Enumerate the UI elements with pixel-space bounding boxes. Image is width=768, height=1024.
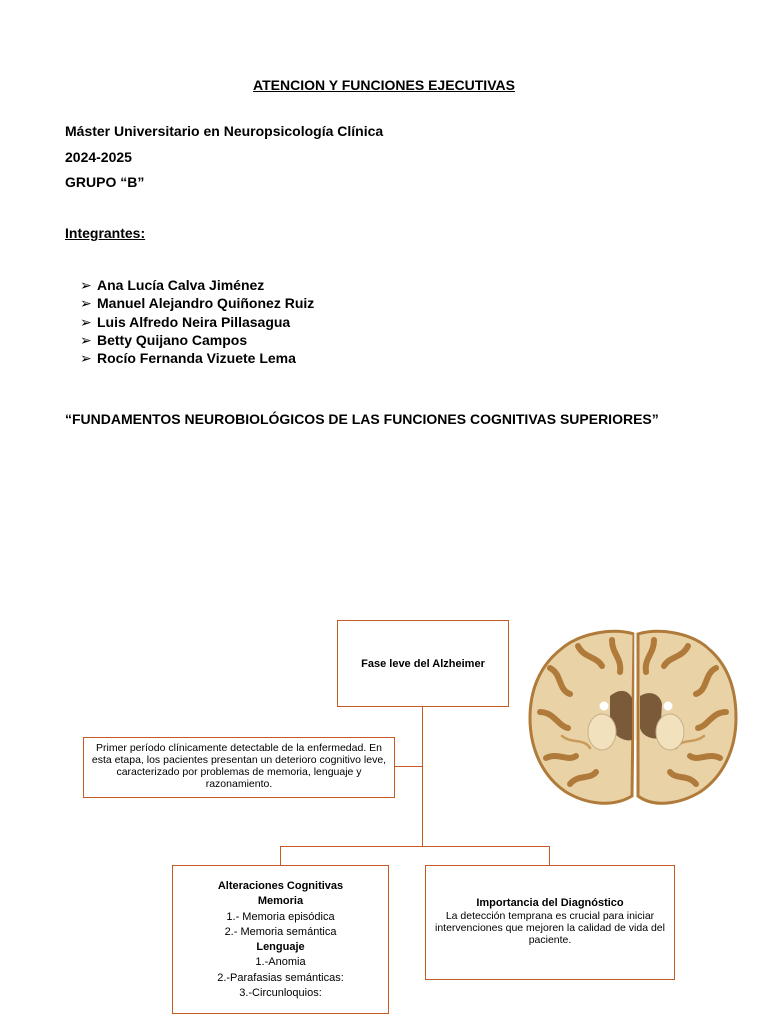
members-heading: Integrantes: bbox=[65, 225, 146, 241]
document-title: ATENCION Y FUNCIONES EJECUTIVAS bbox=[253, 77, 515, 93]
member-name: Rocío Fernanda Vizuete Lema bbox=[97, 350, 296, 367]
program-name: Máster Universitario en Neuropsicología Clínica bbox=[65, 123, 384, 139]
alterations-box bbox=[172, 865, 389, 1014]
list-item bbox=[80, 313, 314, 331]
list-item bbox=[80, 349, 314, 367]
description-text: Primer período clínicamente detectable de la enfermedad. En esta etapa, los pacientes presentan un deterioro cognitivo leve, caracterizado por problemas de memoria, lenguaje y razonamiento. bbox=[91, 742, 387, 790]
arrowhead-bullet-icon: ➢ bbox=[80, 295, 92, 312]
connector-trunk bbox=[422, 706, 423, 847]
members-list bbox=[80, 276, 314, 367]
importance-title: Importancia del Diagnóstico bbox=[476, 897, 624, 909]
list-item: 1.- Memoria episódica bbox=[226, 910, 335, 923]
diagram-root-label: Fase leve del Alzheimer bbox=[361, 657, 485, 670]
alterations-title: Alteraciones Cognitivas bbox=[217, 880, 344, 892]
arrowhead-bullet-icon: ➢ bbox=[80, 331, 92, 348]
arrowhead-bullet-icon: ➢ bbox=[80, 277, 92, 293]
connector-branch bbox=[280, 846, 550, 847]
member-name: Ana Lucía Calva Jiménez bbox=[97, 277, 265, 293]
list-item bbox=[80, 276, 314, 294]
topic-title: “FUNDAMENTOS NEUROBIOLÓGICOS DE LAS FUNCIONES COGNITIVAS SUPERIORES” bbox=[65, 411, 659, 427]
importance-text: La detección temprana es crucial para iniciar intervenciones que mejoren la calidad de vida del paciente. bbox=[435, 910, 665, 946]
list-item bbox=[80, 294, 314, 312]
list-item: 1.-Anomia bbox=[255, 956, 306, 969]
member-name: Luis Alfredo Neira Pillasagua bbox=[97, 313, 291, 330]
brain-coronal-section-icon bbox=[528, 628, 738, 808]
list-item: 3.-Circunloquios: bbox=[239, 987, 322, 1000]
importance-box bbox=[425, 865, 675, 980]
diagram-root-box bbox=[337, 620, 509, 707]
arrowhead-bullet-icon: ➢ bbox=[80, 350, 92, 367]
list-item: 2.-Parafasias semánticas: bbox=[217, 971, 344, 984]
description-box bbox=[83, 737, 395, 798]
memory-title: Memoria bbox=[257, 895, 304, 908]
connector-left-drop bbox=[280, 846, 281, 865]
member-name: Manuel Alejandro Quiñonez Ruiz bbox=[97, 295, 315, 312]
list-item bbox=[80, 331, 314, 349]
academic-year: 2024-2025 bbox=[65, 149, 132, 165]
connector-right-drop bbox=[549, 846, 550, 865]
member-name: Betty Quijano Campos bbox=[97, 331, 248, 348]
connector-description bbox=[394, 766, 422, 767]
arrowhead-bullet-icon: ➢ bbox=[80, 313, 92, 330]
group-name: GRUPO “B” bbox=[65, 174, 145, 190]
list-item: 2.- Memoria semántica bbox=[224, 925, 337, 938]
language-title: Lenguaje bbox=[256, 941, 305, 954]
